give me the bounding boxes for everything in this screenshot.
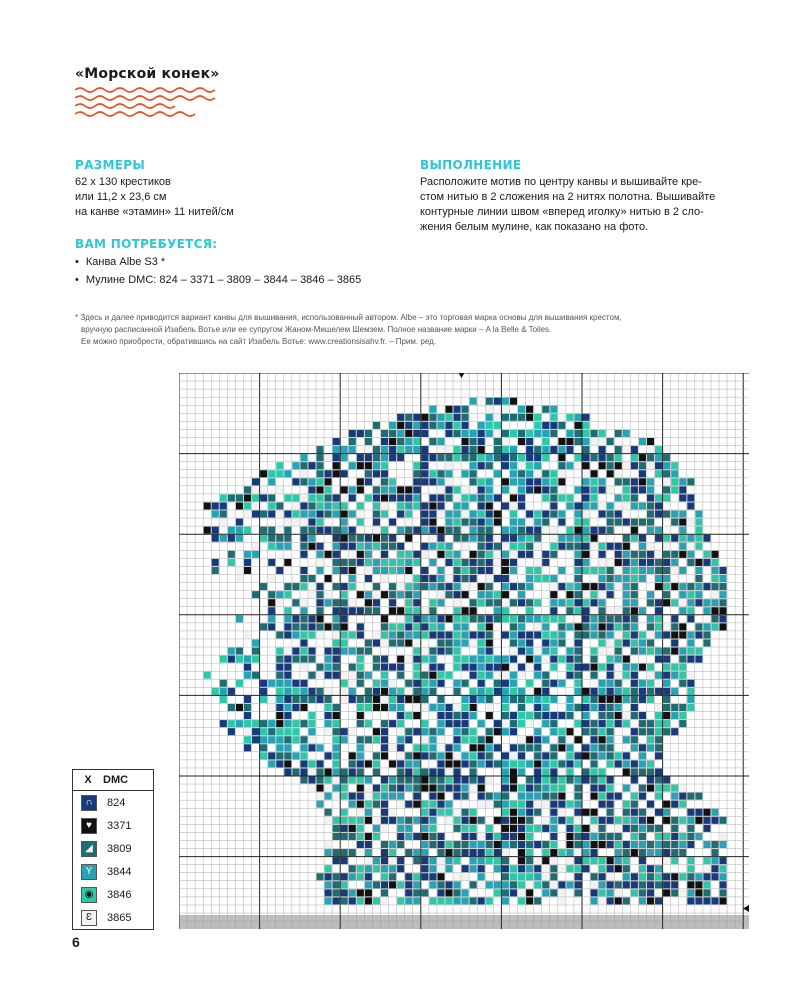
legend-col-x: X	[84, 774, 92, 786]
legend-swatch-icon: ♥	[81, 818, 97, 834]
execution-line: стом нитью в 2 сложения на 2 нитях полотна. Вышивайте	[420, 191, 716, 203]
materials-item: • Мулине DMC: 824 – 3371 – 3809 – 3844 – 3846 – 3865	[75, 271, 361, 289]
execution-line: контурные линии швом «вперед иголку» нитью в 2 сло-	[420, 206, 704, 218]
legend-row	[73, 860, 153, 883]
materials-heading: ВАМ ПОТРЕБУЕТСЯ:	[75, 237, 218, 251]
page-number: 6	[72, 934, 80, 950]
sizes-line: 62 х 130 крестиков	[75, 176, 171, 188]
legend-swatch-icon: ◢	[81, 841, 97, 857]
footnote	[75, 312, 622, 348]
legend-row	[73, 814, 153, 837]
execution-text	[420, 175, 715, 235]
legend-col-dmc: DMC	[103, 774, 129, 786]
sizes-text	[75, 175, 234, 220]
legend-code: 3809	[107, 842, 132, 855]
legend-swatch-icon: Y	[81, 864, 97, 880]
legend-swatch-icon: ◉	[81, 887, 97, 903]
sizes-line: или 11,2 х 23,6 см	[75, 191, 167, 203]
execution-line: Расположите мотив по центру канвы и вышивайте кре-	[420, 176, 702, 188]
materials-item: • Канва Albe S3 *	[75, 253, 361, 271]
footnote-line: * Здесь и далее приводится вариант канвы для вышивания, использованный автором. Albe – это торговая марка основы для вышивания крестом,	[75, 313, 622, 322]
legend-row	[73, 906, 153, 929]
legend-code: 824	[107, 796, 126, 809]
center-arrow-top-icon	[458, 373, 465, 378]
color-legend	[72, 769, 154, 930]
legend-header	[73, 770, 153, 791]
legend-swatch-icon: Ɛ	[81, 910, 97, 926]
cross-stitch-chart	[179, 373, 749, 929]
sizes-heading: РАЗМЕРЫ	[75, 158, 146, 172]
legend-code: 3846	[107, 888, 132, 901]
execution-line: жения белым мулине, как показано на фото.	[420, 221, 649, 233]
footnote-line: Ее можно приобрести, обратившись на сайт Изабель Вотье: www.creationsisahv.fr. – Прим. ред.	[81, 337, 436, 346]
legend-row	[73, 791, 153, 814]
wave-ornament	[75, 84, 215, 120]
legend-row	[73, 883, 153, 906]
page-title: «Морской конек»	[75, 66, 220, 82]
legend-swatch-icon: ∩	[81, 795, 97, 811]
footnote-line: вручную расписанной Изабель Вотье или ее супругом Жаном-Мишелем Шемзем. Полное название марки – A la Belle & Toiles.	[81, 325, 552, 334]
execution-heading: ВЫПОЛНЕНИЕ	[420, 158, 522, 172]
materials-list	[75, 253, 361, 289]
sizes-line: на канве «этамин» 11 нитей/см	[75, 206, 234, 218]
center-arrow-right-icon	[743, 905, 749, 912]
legend-code: 3371	[107, 819, 132, 832]
legend-code: 3844	[107, 865, 132, 878]
legend-code: 3865	[107, 911, 132, 924]
legend-row	[73, 837, 153, 860]
